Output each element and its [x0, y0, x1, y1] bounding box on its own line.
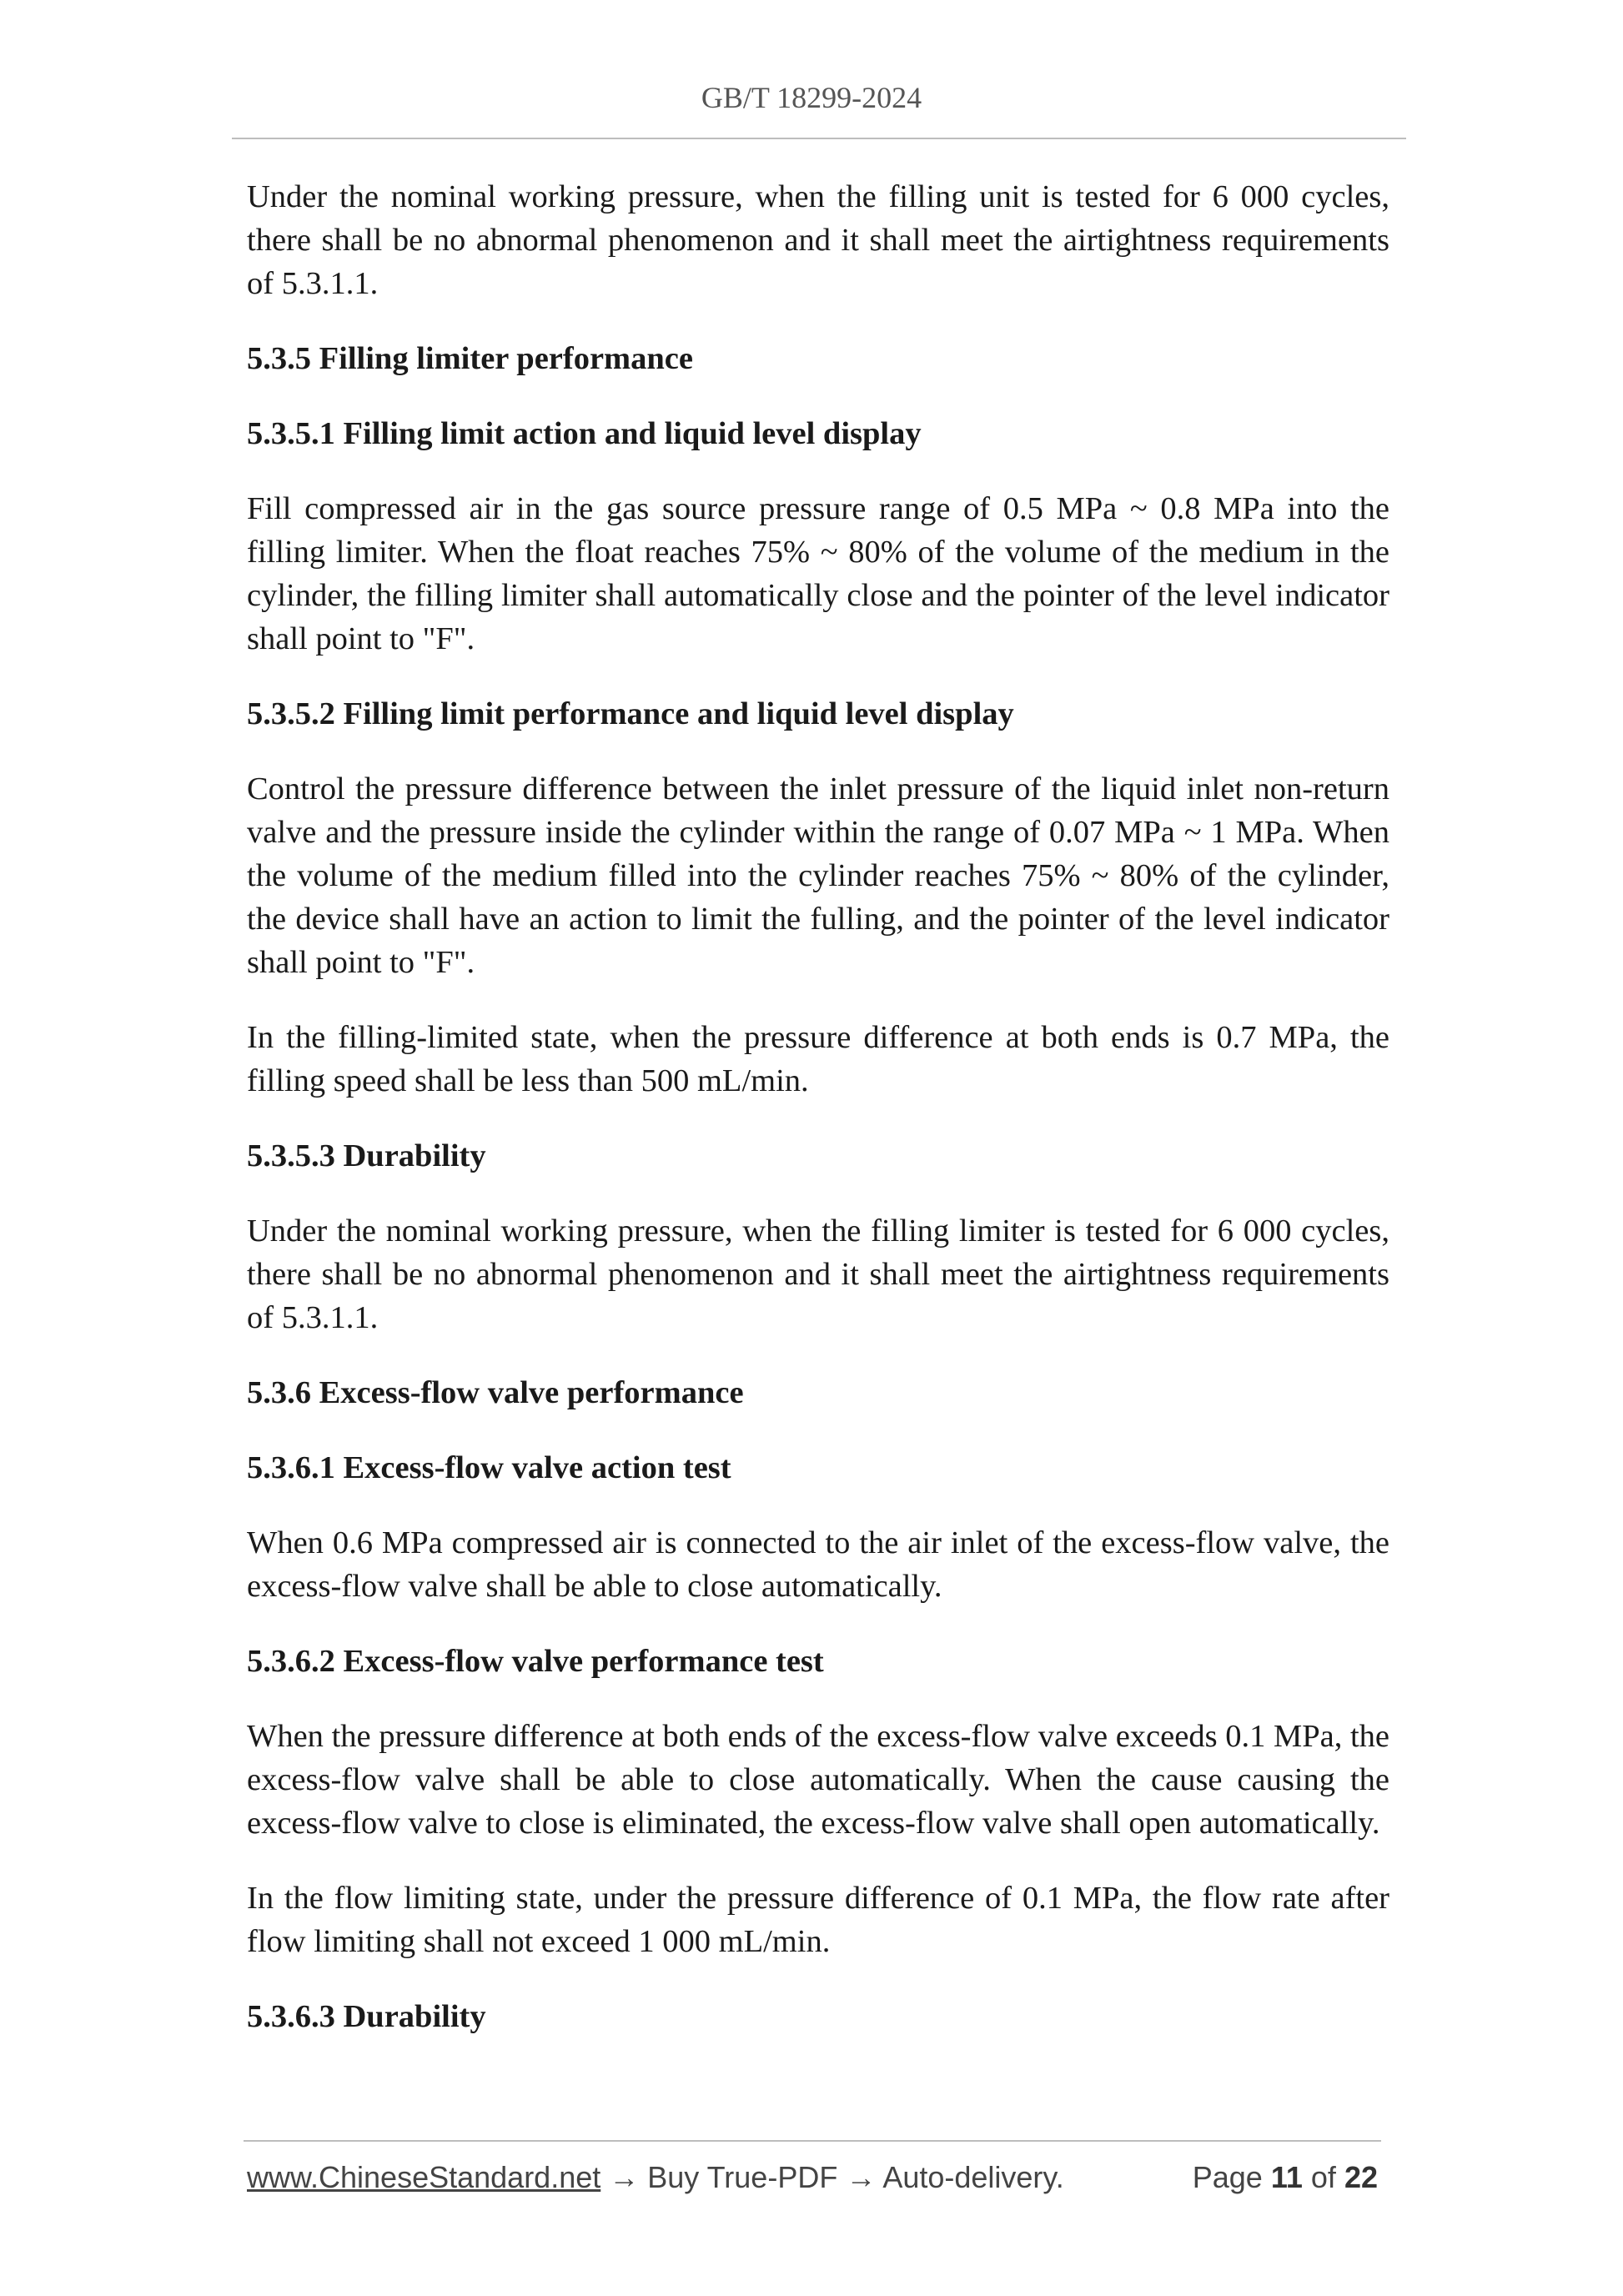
heading-5-3-6-3: 5.3.6.3 Durability [247, 1999, 486, 2034]
paragraph-5-3-5-3: Under the nominal working pressure, when the filling limiter is tested for 6 000 cycles, there shall be no abnormal phenomenon and it shall meet the airtightness requirements of 5.3.1.1. [247, 1213, 1389, 1335]
website-link[interactable]: www.ChineseStandard.net [247, 2160, 601, 2194]
heading-5-3-5-3: 5.3.5.3 Durability [247, 1138, 486, 1173]
header-divider [232, 138, 1406, 139]
heading-5-3-6-2: 5.3.6.2 Excess-flow valve performance test [247, 1644, 824, 1679]
footer-divider [244, 2140, 1381, 2142]
page-label: Page [1192, 2160, 1263, 2194]
page-number [1193, 2160, 1378, 2195]
footer-promo [247, 2160, 1064, 2195]
heading-5-3-5-1: 5.3.5.1 Filling limit action and liquid level display [247, 416, 922, 451]
paragraph-5-3-6-2-a: When the pressure difference at both ends of the excess-flow valve exceeds 0.1 MPa, the excess-flow valve shall be able to close automatically. When the cause causing the excess-flow valve to close is eliminated, the excess-flow valve shall open automatically. [247, 1719, 1389, 1841]
paragraph-5-3-5-2-b: In the filling-limited state, when the pressure difference at both ends is 0.7 MPa, the filling speed shall be less than 500 mL/min. [247, 1020, 1389, 1098]
heading-5-3-5-2: 5.3.5.2 Filling limit performance and liquid level display [247, 696, 1014, 731]
footer-promo-text: → Buy True-PDF → Auto-delivery. [600, 2160, 1064, 2194]
running-header: GB/T 18299-2024 [701, 81, 922, 114]
page-total: 22 [1344, 2160, 1378, 2194]
paragraph-intro: Under the nominal working pressure, when the filling unit is tested for 6 000 cycles, there shall be no abnormal phenomenon and it shall meet the airtightness requirements of 5.3.1.1. [247, 179, 1389, 301]
paragraph-5-3-6-2-b: In the flow limiting state, under the pressure difference of 0.1 MPa, the flow rate after flow limiting shall not exceed 1 000 mL/min. [247, 1881, 1389, 1959]
heading-5-3-5: 5.3.5 Filling limiter performance [247, 341, 693, 376]
heading-5-3-6: 5.3.6 Excess-flow valve performance [247, 1375, 744, 1410]
paragraph-5-3-6-1: When 0.6 MPa compressed air is connected to the air inlet of the excess-flow valve, the excess-flow valve shall be able to close automatically. [247, 1525, 1389, 1604]
heading-5-3-6-1: 5.3.6.1 Excess-flow valve action test [247, 1450, 731, 1485]
paragraph-5-3-5-1: Fill compressed air in the gas source pressure range of 0.5 MPa ~ 0.8 MPa into the filling limiter. When the float reaches 75% ~ 80% of the volume of the medium in the cylinder, the filling limiter shall automatically close and the pointer of the level indicator shall point to "F". [247, 491, 1389, 656]
paragraph-5-3-5-2-a: Control the pressure difference between the inlet pressure of the liquid inlet non-return valve and the pressure inside the cylinder within the range of 0.07 MPa ~ 1 MPa. When the volume of the medium filled into the cylinder reaches 75% ~ 80% of the cylinder, the device shall have an action to limit the fulling, and the pointer of the level indicator shall point to "F". [247, 771, 1389, 980]
document-body [247, 175, 1389, 2070]
page-current: 11 [1270, 2160, 1303, 2194]
of-label: of [1310, 2160, 1336, 2194]
